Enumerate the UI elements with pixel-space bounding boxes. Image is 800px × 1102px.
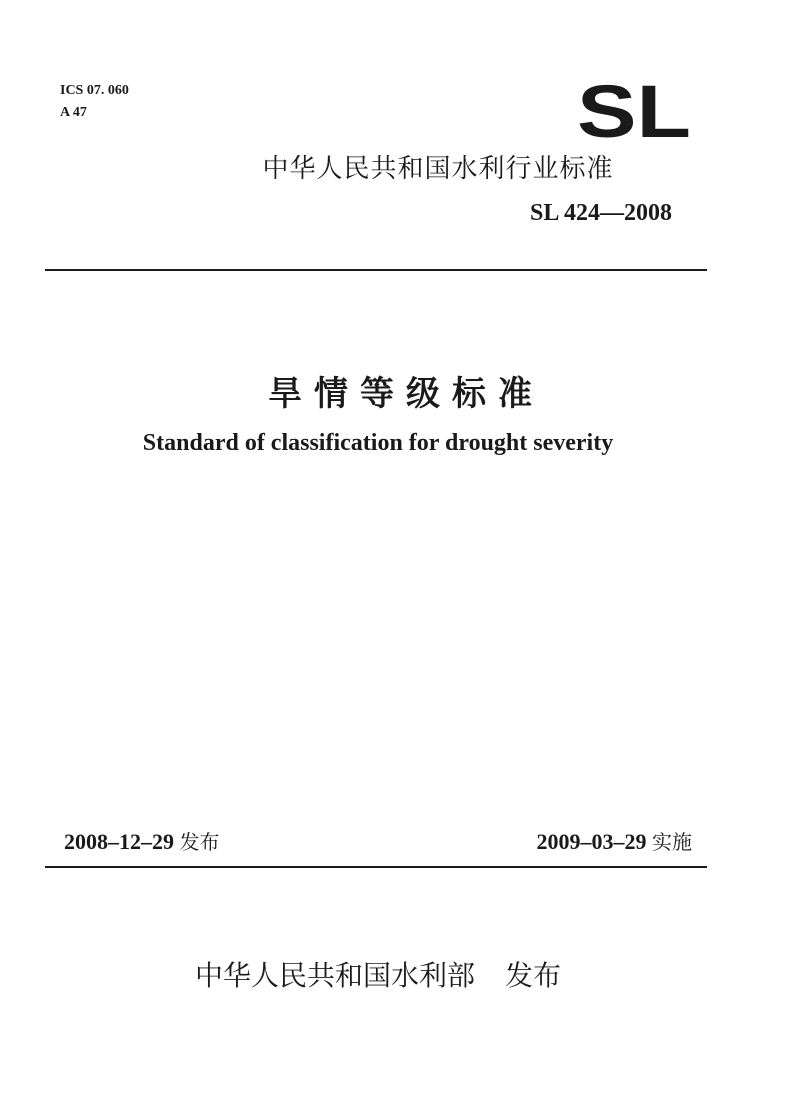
classification-block: [60, 80, 129, 124]
bottom-divider: [45, 866, 707, 868]
issue-label: 发布: [179, 830, 220, 854]
top-divider: [45, 269, 707, 271]
ics-code: ICS 07. 060: [60, 83, 129, 98]
implement-label: 实施: [652, 830, 692, 854]
publisher-action: 发布: [505, 959, 562, 992]
title-chinese: 旱情等级标准: [268, 374, 544, 414]
standard-code: SL 424—2008: [529, 200, 672, 226]
sl-logo-text: SL: [577, 80, 691, 142]
issue-date: 2008–12–29: [64, 829, 174, 854]
ccs-code: A 47: [60, 105, 87, 120]
implement-date-line: [537, 826, 693, 855]
publisher-name: 中华人民共和国水利部: [194, 959, 475, 992]
publisher-line: [0, 954, 756, 994]
sl-logo: [575, 80, 693, 142]
title-english: Standard of classification for drought severity: [142, 430, 614, 456]
issue-date-line: [64, 826, 220, 855]
industry-standard-heading: 中华人民共和国水利行业标准: [262, 154, 614, 184]
implement-date: 2009–03–29: [536, 829, 647, 854]
